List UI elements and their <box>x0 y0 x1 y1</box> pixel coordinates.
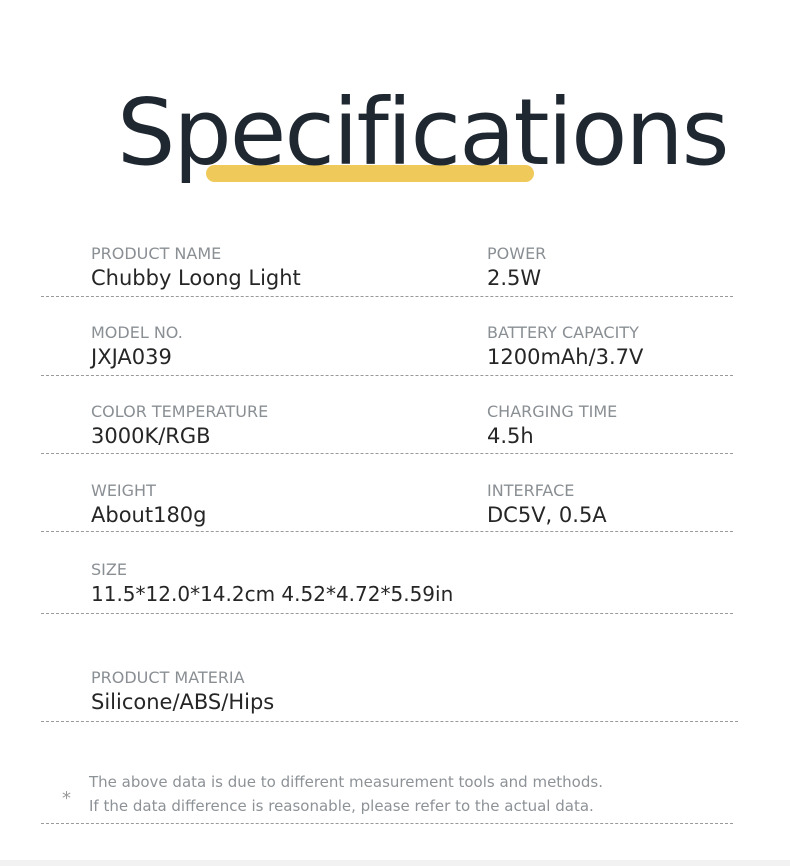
product-materia-label: PRODUCT MATERIA <box>91 668 245 687</box>
weight-value: About180g <box>91 503 207 527</box>
note-line-1: The above data is due to different measurement tools and methods. <box>89 773 603 791</box>
row-divider <box>41 453 733 454</box>
note-asterisk: * <box>62 788 71 809</box>
interface-label: INTERFACE <box>487 481 575 500</box>
product-name-value: Chubby Loong Light <box>91 266 301 290</box>
charging-time-label: CHARGING TIME <box>487 402 618 421</box>
title-block <box>0 78 790 198</box>
model-no-value: JXJA039 <box>91 345 172 369</box>
row-divider <box>41 721 738 722</box>
page-title: Specifications <box>117 79 728 186</box>
bottom-band <box>0 860 790 866</box>
interface-value: DC5V, 0.5A <box>487 503 607 527</box>
charging-time-value: 4.5h <box>487 424 534 448</box>
row-divider <box>41 296 733 297</box>
power-label: POWER <box>487 244 547 263</box>
row-divider <box>41 375 733 376</box>
product-name-label: PRODUCT NAME <box>91 244 222 263</box>
model-no-label: MODEL NO. <box>91 323 183 342</box>
note-line-2: If the data difference is reasonable, please refer to the actual data. <box>89 797 594 815</box>
product-materia-value: Silicone/ABS/Hips <box>91 690 275 714</box>
weight-label: WEIGHT <box>91 481 156 500</box>
note-divider <box>41 823 733 824</box>
battery-capacity-value: 1200mAh/3.7V <box>487 345 644 369</box>
row-divider <box>41 531 733 532</box>
battery-capacity-label: BATTERY CAPACITY <box>487 323 639 342</box>
color-temperature-label: COLOR TEMPERATURE <box>91 402 269 421</box>
color-temperature-value: 3000K/RGB <box>91 424 211 448</box>
size-value: 11.5*12.0*14.2cm 4.52*4.72*5.59in <box>91 582 454 606</box>
power-value: 2.5W <box>487 266 542 290</box>
row-divider <box>41 613 733 614</box>
size-label: SIZE <box>91 560 127 579</box>
